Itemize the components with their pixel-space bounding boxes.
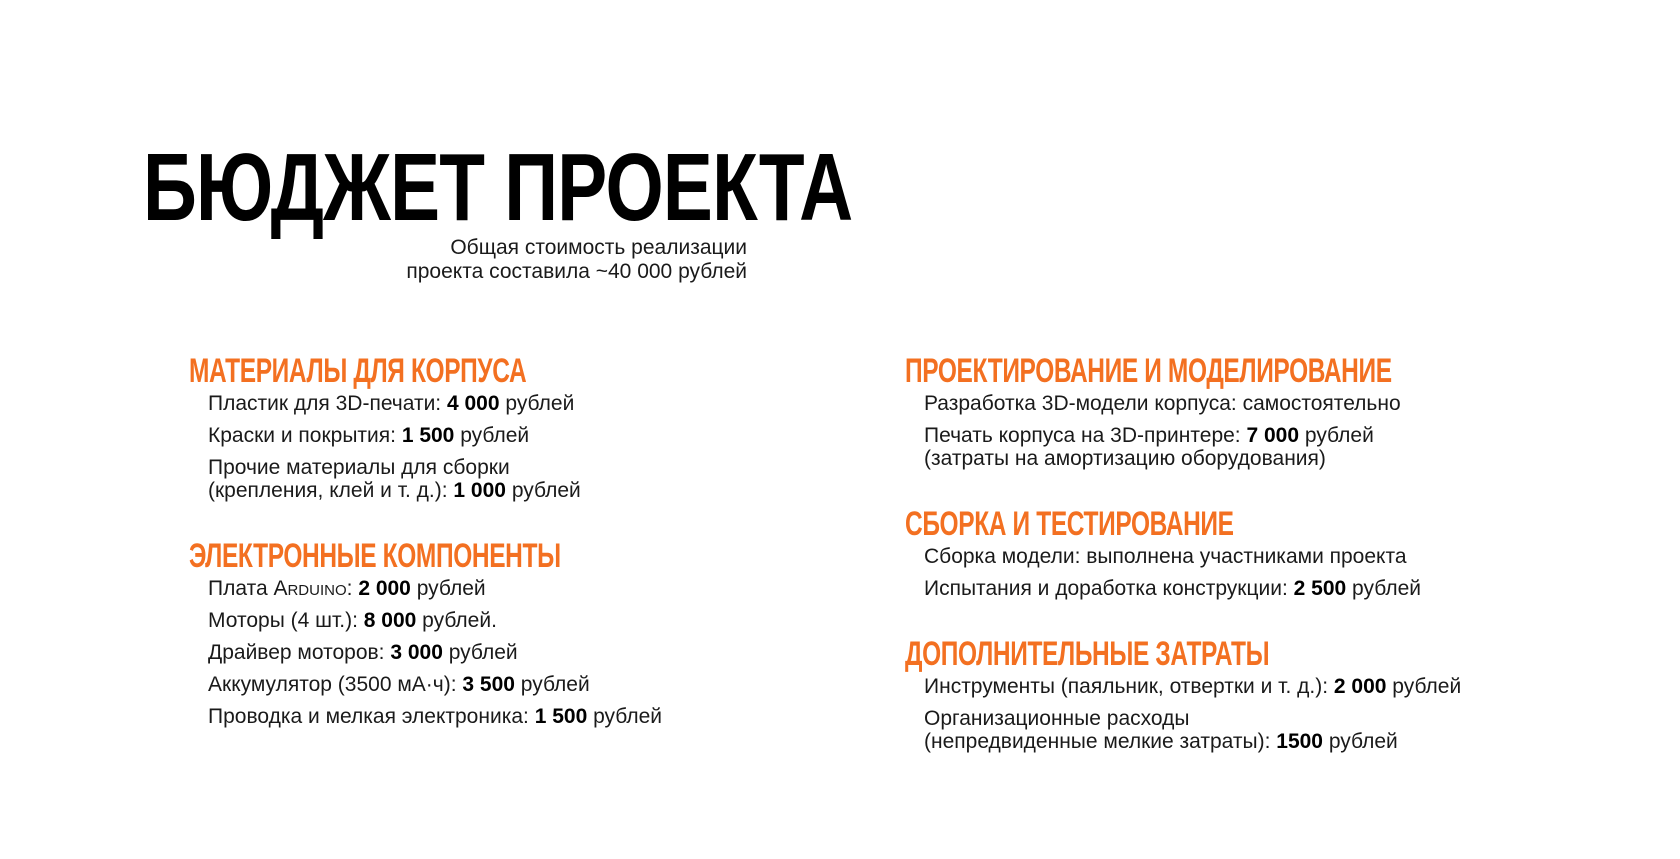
materials-list (189, 392, 658, 502)
list-item: Прочие материалы для сборки (крепления, клей и т. д.): 1 000 рублей (208, 456, 581, 502)
section-extra (905, 635, 1461, 762)
assembly-list (905, 545, 1421, 600)
section-title: ДОПОЛНИТЕЛЬНЫЕ ЗАТРАТЫ (905, 635, 1270, 673)
list-item: Испытания и доработка конструкции: 2 500 рублей (924, 577, 1421, 600)
section-materials (189, 352, 658, 511)
list-item: Проводка и мелкая электроника: 1 500 рублей (208, 705, 663, 728)
electronics-list (189, 577, 705, 728)
extra-list (905, 675, 1461, 753)
section-design (905, 352, 1581, 479)
list-item: Драйвер моторов: 3 000 рублей (208, 641, 518, 664)
section-title: ПРОЕКТИРОВАНИЕ И МОДЕЛИРОВАНИЕ (905, 352, 1392, 390)
list-item: Организационные расходы (непредвиденные мелкие затраты): 1500 рублей (924, 707, 1398, 753)
list-item: Моторы (4 шт.): 8 000 рублей. (208, 609, 497, 632)
subtitle-line: проекта составила ~40 000 рублей (406, 260, 747, 283)
list-item: Сборка модели: выполнена участниками проекта (924, 545, 1407, 568)
section-electronics (189, 537, 705, 737)
list-item: Краски и покрытия: 1 500 рублей (208, 424, 530, 447)
list-item: Инструменты (паяльник, отвертки и т. д.): 2 000 рублей (924, 675, 1462, 698)
section-title: СБОРКА И ТЕСТИРОВАНИЕ (905, 505, 1234, 543)
list-item: Печать корпуса на 3D-принтере: 7 000 рублей (затраты на амортизацию оборудования) (924, 424, 1374, 470)
section-assembly (905, 505, 1421, 609)
subtitle-line: Общая стоимость реализации (450, 236, 747, 259)
list-item: Разработка 3D-модели корпуса: самостоятельно (924, 392, 1401, 415)
page-title: БЮДЖЕТ ПРОЕКТА (143, 134, 853, 241)
section-title: ЭЛЕКТРОННЫЕ КОМПОНЕНТЫ (189, 537, 561, 575)
page-subtitle (300, 236, 747, 284)
list-item: Пластик для 3D-печати: 4 000 рублей (208, 392, 575, 415)
list-item: Плата Arduino: 2 000 рублей (208, 577, 486, 600)
list-item: Аккумулятор (3500 мА·ч): 3 500 рублей (208, 673, 590, 696)
section-title: МАТЕРИАЛЫ ДЛЯ КОРПУСА (189, 352, 527, 390)
design-list (905, 392, 1581, 470)
